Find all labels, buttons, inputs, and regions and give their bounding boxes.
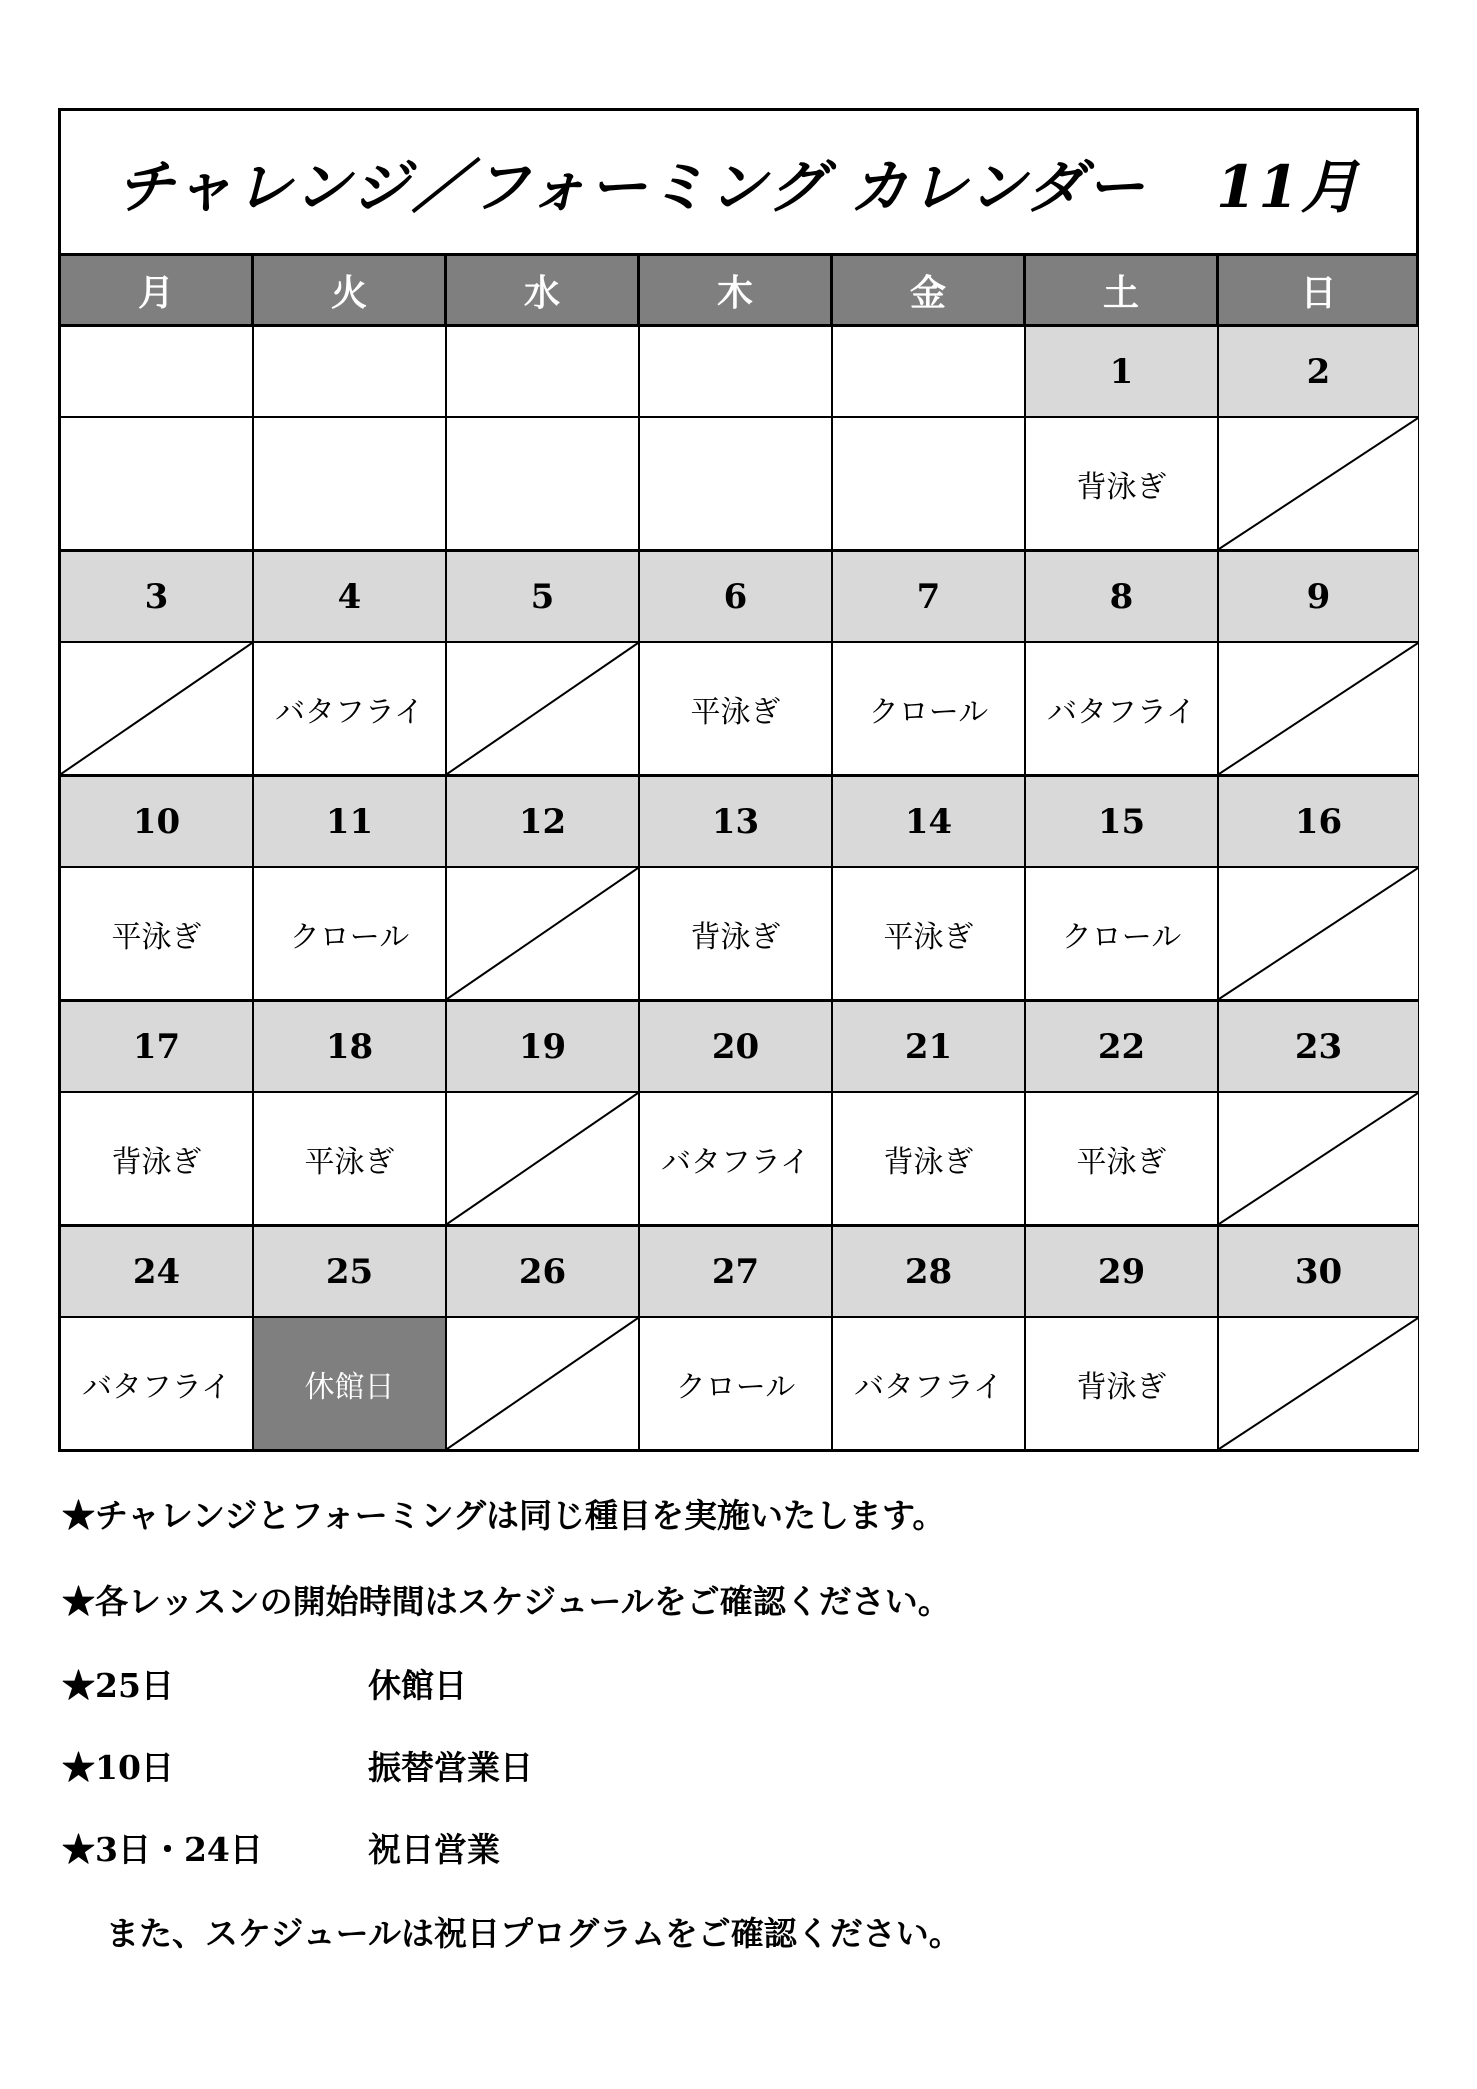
calendar [58, 108, 1419, 1452]
date-row [61, 327, 1416, 418]
date-cell: 6 [640, 552, 833, 641]
weekday-sun: 日 [1300, 271, 1337, 314]
weeks-container [61, 327, 1416, 1449]
empty-cell [640, 418, 833, 549]
lesson-row [61, 1318, 1416, 1449]
date-cell: 10 [61, 777, 254, 866]
diagonal-slash-icon [1219, 643, 1418, 774]
lesson-cell: バタフライ [1026, 643, 1219, 774]
lesson-row [61, 418, 1416, 549]
lesson-cell: バタフライ [833, 1318, 1026, 1449]
date-cell: 17 [61, 1002, 254, 1091]
diagonal-slash-icon [1219, 1093, 1418, 1224]
no-lesson-cell [447, 643, 640, 774]
weekday-thu: 木 [640, 256, 833, 324]
date-cell: 1 [1026, 327, 1219, 416]
lesson-cell: 背泳ぎ [833, 1093, 1026, 1224]
lesson-cell: クロール [833, 643, 1026, 774]
weekday-tue: 火 [254, 256, 447, 324]
lesson-cell: クロール [254, 868, 447, 999]
date-cell: 14 [833, 777, 1026, 866]
date-cell: 25 [254, 1227, 447, 1316]
diagonal-slash-icon [1219, 868, 1418, 999]
date-cell: 20 [640, 1002, 833, 1091]
empty-cell [254, 418, 447, 549]
diagonal-slash-icon [447, 868, 638, 999]
no-lesson-cell [61, 643, 254, 774]
lesson-cell: 平泳ぎ [833, 868, 1026, 999]
date-cell: 9 [1219, 552, 1418, 641]
lesson-cell: 背泳ぎ [640, 868, 833, 999]
diagonal-slash-icon [1219, 1318, 1418, 1449]
date-cell: 21 [833, 1002, 1026, 1091]
date-row [61, 1002, 1416, 1093]
note-substitute-day-value: 振替営業日 [368, 1748, 533, 1787]
title-text: チャレンジ／フォーミング カレンダー [116, 153, 1146, 221]
lesson-cell: 平泳ぎ [61, 868, 254, 999]
weekday-sat: 土 [1026, 256, 1219, 324]
date-row [61, 552, 1416, 643]
date-row [61, 777, 1416, 868]
note-start-time: ★各レッスンの開始時間はスケジュールをご確認ください。 [62, 1582, 951, 1621]
date-cell: 8 [1026, 552, 1219, 641]
date-cell: 19 [447, 1002, 640, 1091]
lesson-cell: 背泳ぎ [1026, 1318, 1219, 1449]
no-lesson-cell [447, 1093, 640, 1224]
no-lesson-cell [1219, 1093, 1418, 1224]
note-closed-day-value: 休館日 [368, 1666, 467, 1705]
lesson-cell: バタフライ [61, 1318, 254, 1449]
date-cell [254, 327, 447, 416]
no-lesson-cell [447, 868, 640, 999]
date-cell [640, 327, 833, 416]
calendar-title [116, 140, 1360, 224]
empty-cell [833, 418, 1026, 549]
lesson-cell: クロール [1026, 868, 1219, 999]
date-cell: 18 [254, 1002, 447, 1091]
lesson-cell: バタフライ [640, 1093, 833, 1224]
weekday-mon: 月 [61, 256, 254, 324]
date-cell: 13 [640, 777, 833, 866]
empty-cell [61, 418, 254, 549]
date-cell: 2 [1219, 327, 1418, 416]
lesson-cell: クロール [640, 1318, 833, 1449]
title-row [61, 111, 1416, 256]
week-row [61, 999, 1416, 1224]
no-lesson-cell [1219, 868, 1418, 999]
lesson-row [61, 868, 1416, 999]
empty-cell [447, 418, 640, 549]
date-cell: 7 [833, 552, 1026, 641]
date-cell: 29 [1026, 1227, 1219, 1316]
date-cell: 15 [1026, 777, 1219, 866]
no-lesson-cell [1219, 418, 1418, 549]
note-substitute-day [62, 1742, 533, 1789]
diagonal-slash-icon [447, 1318, 638, 1449]
lesson-cell: 平泳ぎ [640, 643, 833, 774]
diagonal-slash-icon [1219, 418, 1418, 549]
week-row [61, 549, 1416, 774]
date-cell: 24 [61, 1227, 254, 1316]
closed-day-cell: 休館日 [254, 1318, 447, 1449]
date-cell: 22 [1026, 1002, 1219, 1091]
diagonal-slash-icon [447, 1093, 638, 1224]
diagonal-slash-icon [447, 643, 638, 774]
title-month: 11月 [1216, 153, 1361, 221]
no-lesson-cell [447, 1318, 640, 1449]
diagonal-slash-icon [61, 643, 252, 774]
note-holiday-open-label: ★3日・24日 [62, 1830, 263, 1869]
date-cell: 26 [447, 1227, 640, 1316]
note-same-event: ★チャレンジとフォーミングは同じ種目を実施いたします。 [62, 1496, 946, 1535]
lesson-row [61, 1093, 1416, 1224]
no-lesson-cell [1219, 643, 1418, 774]
note-holiday-open-value: 祝日営業 [368, 1830, 500, 1869]
date-cell [833, 327, 1026, 416]
lesson-cell: 背泳ぎ [1026, 418, 1219, 549]
date-cell [61, 327, 254, 416]
date-cell: 5 [447, 552, 640, 641]
date-cell: 28 [833, 1227, 1026, 1316]
date-cell: 23 [1219, 1002, 1418, 1091]
date-cell: 12 [447, 777, 640, 866]
lesson-cell: 背泳ぎ [61, 1093, 254, 1224]
note-closed-day [62, 1660, 467, 1707]
note-holiday-open [62, 1824, 500, 1871]
date-row [61, 1227, 1416, 1318]
note-holiday-program: また、スケジュールは祝日プログラムをご確認ください。 [106, 1914, 962, 1953]
date-cell [447, 327, 640, 416]
date-cell: 27 [640, 1227, 833, 1316]
week-row [61, 327, 1416, 549]
date-cell: 11 [254, 777, 447, 866]
weekday-wed: 水 [447, 256, 640, 324]
lesson-row [61, 643, 1416, 774]
no-lesson-cell [1219, 1318, 1418, 1449]
weekday-fri: 金 [833, 256, 1026, 324]
date-cell: 4 [254, 552, 447, 641]
week-row [61, 1224, 1416, 1449]
weekday-header [61, 256, 1416, 327]
note-closed-day-label: ★25日 [62, 1666, 174, 1705]
lesson-cell: バタフライ [254, 643, 447, 774]
date-cell: 16 [1219, 777, 1418, 866]
lesson-cell: 平泳ぎ [254, 1093, 447, 1224]
lesson-cell: 平泳ぎ [1026, 1093, 1219, 1224]
date-cell: 30 [1219, 1227, 1418, 1316]
week-row [61, 774, 1416, 999]
date-cell: 3 [61, 552, 254, 641]
note-substitute-day-label: ★10日 [62, 1748, 174, 1787]
